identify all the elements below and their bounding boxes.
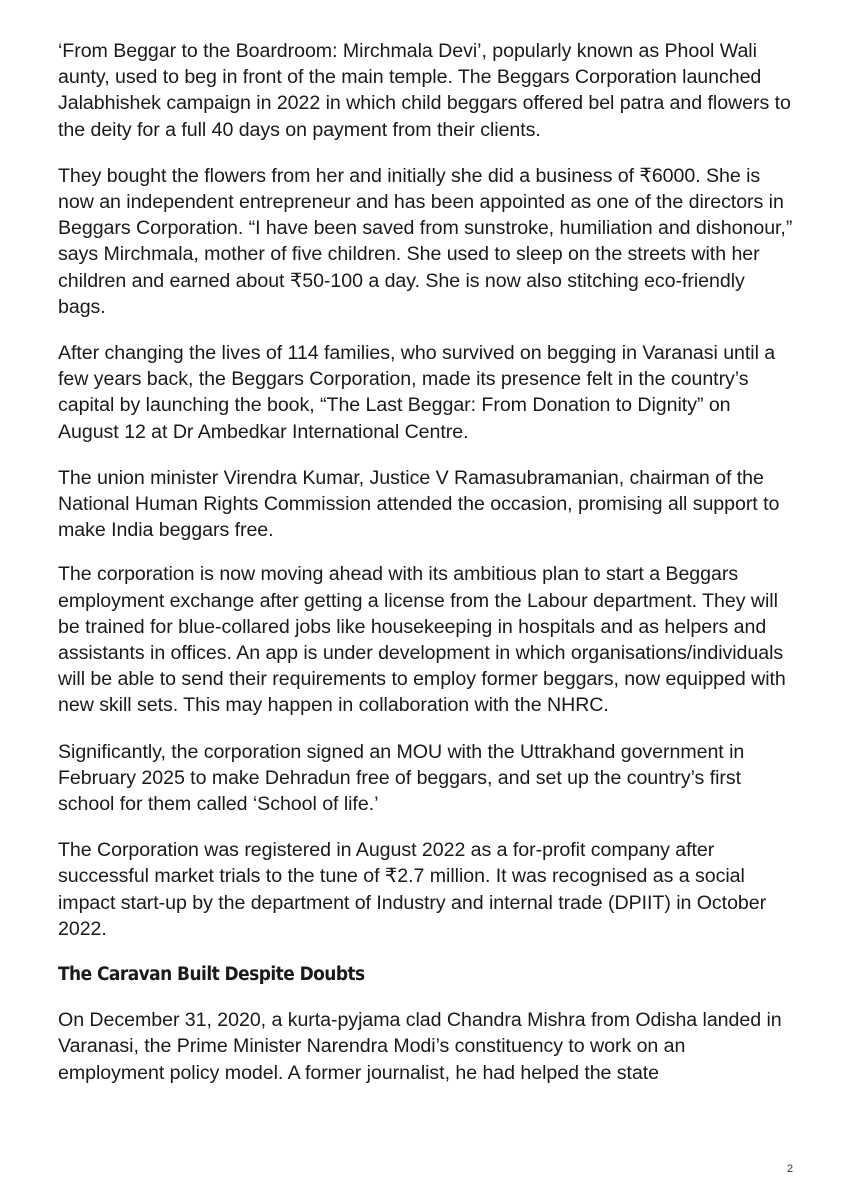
paragraph-uttrakhand-mou: Significantly, the corporation signed an MOU with the Uttrakhand government in February 2025 to make Dehradun free of beggars, and set up the country’s first school for them called ‘School of life.’ — [58, 740, 745, 816]
paragraph-phool-wali-aunty: ‘From Beggar to the Boardroom: Mirchmala Devi’, popularly known as Phool Wali aunty, used to beg in front of the main temple. The Beggars Corporation launched Jalabhishek campaign in 2022 in which child beggars offered bel patra and flowers to the deity for a full 40 days on payment from their clients. — [58, 40, 791, 141]
paragraph-chandra-mishra: On December 31, 2020, a kurta-pyjama clad Chandra Mishra from Odisha landed in Varanasi, the Prime Minister Narendra Modi’s constituency to work on an employment policy model. A former journalist, he had helped the state — [58, 1009, 782, 1084]
paragraph-union-minister: The union minister Virendra Kumar, Justice V Ramasubramanian, chairman of the National Human Rights Commission attended the occasion, promising all support to make India beggars free. — [58, 466, 780, 542]
page-number: 2 — [787, 1163, 794, 1175]
section-heading: The Caravan Built Despite Doubts — [58, 964, 365, 986]
paragraph-corporation-registered: The Corporation was registered in August 2022 as a for-profit company after successful market trials to the tune of ₹2.7 million. It was recognised as a social impact start-up by the department of Industry and internal trade (DPIIT) in October 2022. — [58, 839, 767, 940]
paragraph-book-launch: After changing the lives of 114 families, who survived on begging in Varanasi until a few years back, the Beggars Corporation, made its presence felt in the country’s capital by launching the book, “The Last Beggar: From Donation to Dignity” on August 12 at Dr Ambedkar International Centre. — [58, 342, 776, 443]
paragraph-employment-exchange: The corporation is now moving ahead with its ambitious plan to start a Beggars employment exchange after getting a license from the Labour department. They will be trained for blue-collared jobs like housekeeping in hospitals and as helpers and assistants in offices. An app is under development in which organisations/individuals will be able to send their requirements to employ former beggars, now equipped with new skill sets. This may happen in collaboration with the NHRC. — [58, 563, 786, 717]
paragraph-mirchmala-business: They bought the flowers from her and initially she did a business of ₹6000. She is now an independent entrepreneur and has been appointed as one of the directors in Beggars Corporation. “I have been saved from sunstroke, humiliation and dishonour,” says Mirchmala, mother of five children. She used to sleep on the streets with her children and earned about ₹50-100 a day. She is now also stitching eco-friendly bags. — [58, 164, 793, 318]
document-page — [58, 38, 793, 1106]
